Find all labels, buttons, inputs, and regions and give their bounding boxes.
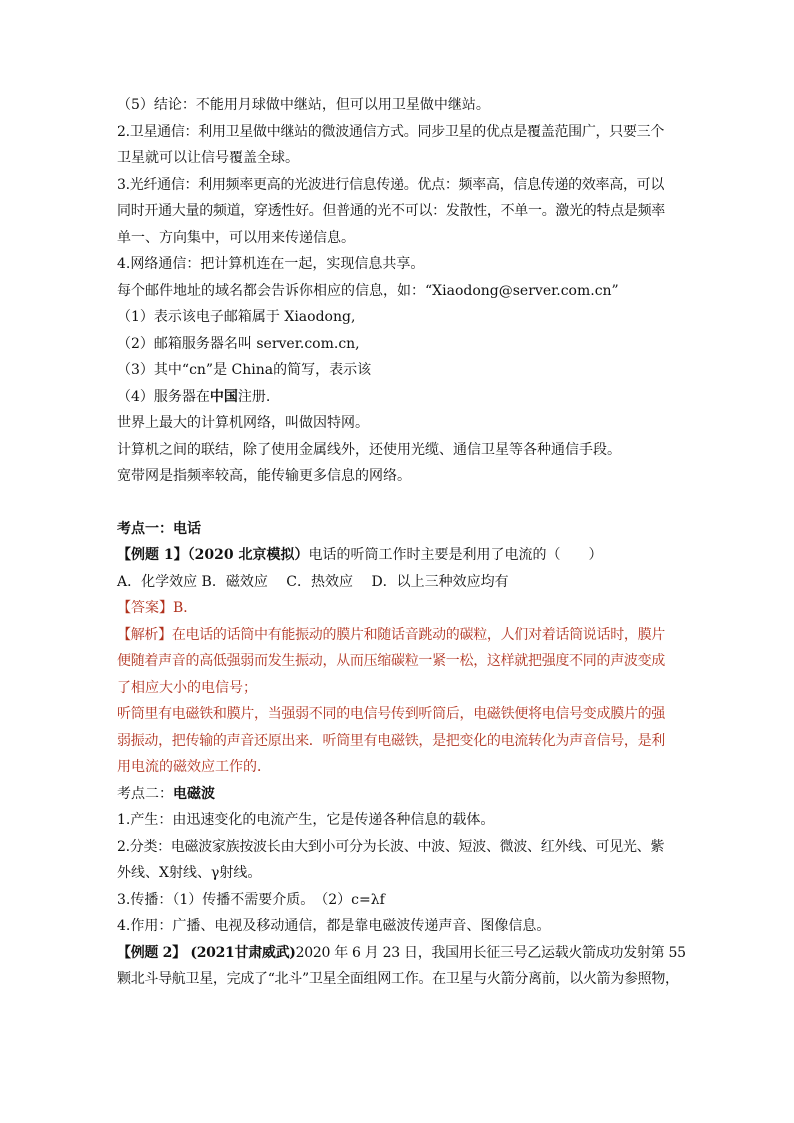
section-heading-telephone: 考点一：电话 bbox=[117, 520, 201, 537]
text-line: 计算机之间的联结，除了使用金属线外，还使用光缆、通信卫星等各种通信手段。 bbox=[117, 441, 621, 458]
document-page bbox=[117, 92, 687, 993]
text-line: 单一、方向集中，可以用来传递信息。 bbox=[117, 229, 355, 246]
section-gap bbox=[117, 490, 687, 516]
answer-label: 【答案】 bbox=[117, 600, 173, 616]
emphasis-text: 中国 bbox=[209, 388, 238, 405]
answer-value: B． bbox=[173, 600, 198, 616]
text-line: （3）其中“cn”是 China的简写，表示该 bbox=[117, 362, 372, 378]
text-line: 4.作用：广播、电视及移动通信，都是靠电磁波传递声音、图像信息。 bbox=[117, 918, 551, 934]
text-line: 2.分类：电磁波家族按波长由大到小可分为长波、中波、短波、微波、红外线、可见光、紫 bbox=[117, 838, 665, 855]
text-line: 外线、X射线、γ射线。 bbox=[117, 865, 262, 881]
example-2 bbox=[117, 940, 687, 967]
text-line: 世界上最大的计算机网络，叫做因特网。 bbox=[117, 415, 369, 431]
text-line: （2）邮箱服务器名叫 server.com.cn, bbox=[117, 335, 360, 352]
text-fragment: 注册. bbox=[237, 388, 271, 405]
answer-line bbox=[117, 595, 687, 622]
example-options: A．化学效应 B．磁效应 C．热效应 D．以上三种效应均有 bbox=[117, 573, 509, 590]
text-line: 同时开通大量的频道，穿透性好。但普通的光不可以：发散性，不单一。激光的特点是频率 bbox=[117, 203, 665, 219]
example-label: 【例题 2】 bbox=[117, 944, 186, 961]
text-line: （1）表示该电子邮箱属于 Xiaodong, bbox=[117, 309, 356, 325]
text-line: 每个邮件地址的域名都会告诉你相应的信息，如：“Xiaodong@server.com.cn” bbox=[117, 282, 619, 299]
analysis-line: 用电流的磁效应工作的． bbox=[117, 759, 271, 775]
text-line: 卫星就可以让信号覆盖全球。 bbox=[117, 150, 299, 166]
heading-prefix: 考点二： bbox=[117, 785, 173, 802]
text-line: 1.产生：由迅速变化的电流产生，它是传递各种信息的载体。 bbox=[117, 812, 495, 828]
text-fragment: （4）服务器在 bbox=[117, 388, 210, 405]
text-line: 4.网络通信：把计算机连在一起，实现信息共享。 bbox=[117, 256, 425, 272]
example-source: （2020 北京模拟） bbox=[187, 547, 309, 563]
text-line: 3.光纤通信：利用频率更高的光波进行信息传递。优点：频率高，信息传递的效率高，可以 bbox=[117, 176, 665, 193]
analysis-line bbox=[117, 622, 687, 649]
analysis-line: 便随着声音的高低强弱而发生振动，从而压缩碳粒一紧一松，这样就把强度不同的声波变成 bbox=[117, 653, 665, 669]
example-source: (2021甘肃威武) bbox=[185, 944, 296, 961]
text-line bbox=[117, 384, 687, 411]
text-line: 3.传播：（1）传播不需要介质。 （2）c=λf bbox=[117, 891, 385, 908]
analysis-line: 弱振动，把传输的声音还原出来．听筒里有电磁铁，是把变化的电流转化为声音信号，是利 bbox=[117, 732, 665, 749]
analysis-label: 【解析】 bbox=[117, 626, 172, 643]
analysis-line: 听筒里有电磁铁和膜片，当强弱不同的电信号传到听筒后，电磁铁便将电信号变成膜片的强 bbox=[117, 706, 665, 722]
text-line: 宽带网是指频率较高，能传输更多信息的网络。 bbox=[117, 468, 411, 484]
example-label: 【例题 1】 bbox=[117, 547, 188, 563]
text-line: （5）结论：不能用月球做中继站，但可以用卫星做中继站。 bbox=[117, 97, 490, 113]
example-question: 2020 年 6 月 23 日，我国用长征三号乙运载火箭成功发射第 55 bbox=[295, 944, 686, 961]
section-heading-em-waves bbox=[117, 781, 687, 808]
analysis-text: 在电话的话筒中有能振动的膜片和随话音跳动的碳粒，人们对着话筒说话时，膜片 bbox=[171, 626, 666, 643]
example-1 bbox=[117, 542, 687, 569]
example-question: 电话的听筒工作时主要是利用了电流的（ ） bbox=[308, 547, 603, 563]
text-line: 2.卫星通信：利用卫星做中继站的微波通信方式。同步卫星的优点是覆盖范围广，只要三个 bbox=[117, 123, 665, 140]
heading-bold: 电磁波 bbox=[173, 785, 215, 802]
analysis-line: 了相应大小的电信号； bbox=[117, 679, 257, 696]
text-line: 颗北斗导航卫星，完成了“北斗”卫星全面组网工作。在卫星与火箭分离前，以火箭为参照物， bbox=[117, 971, 679, 987]
